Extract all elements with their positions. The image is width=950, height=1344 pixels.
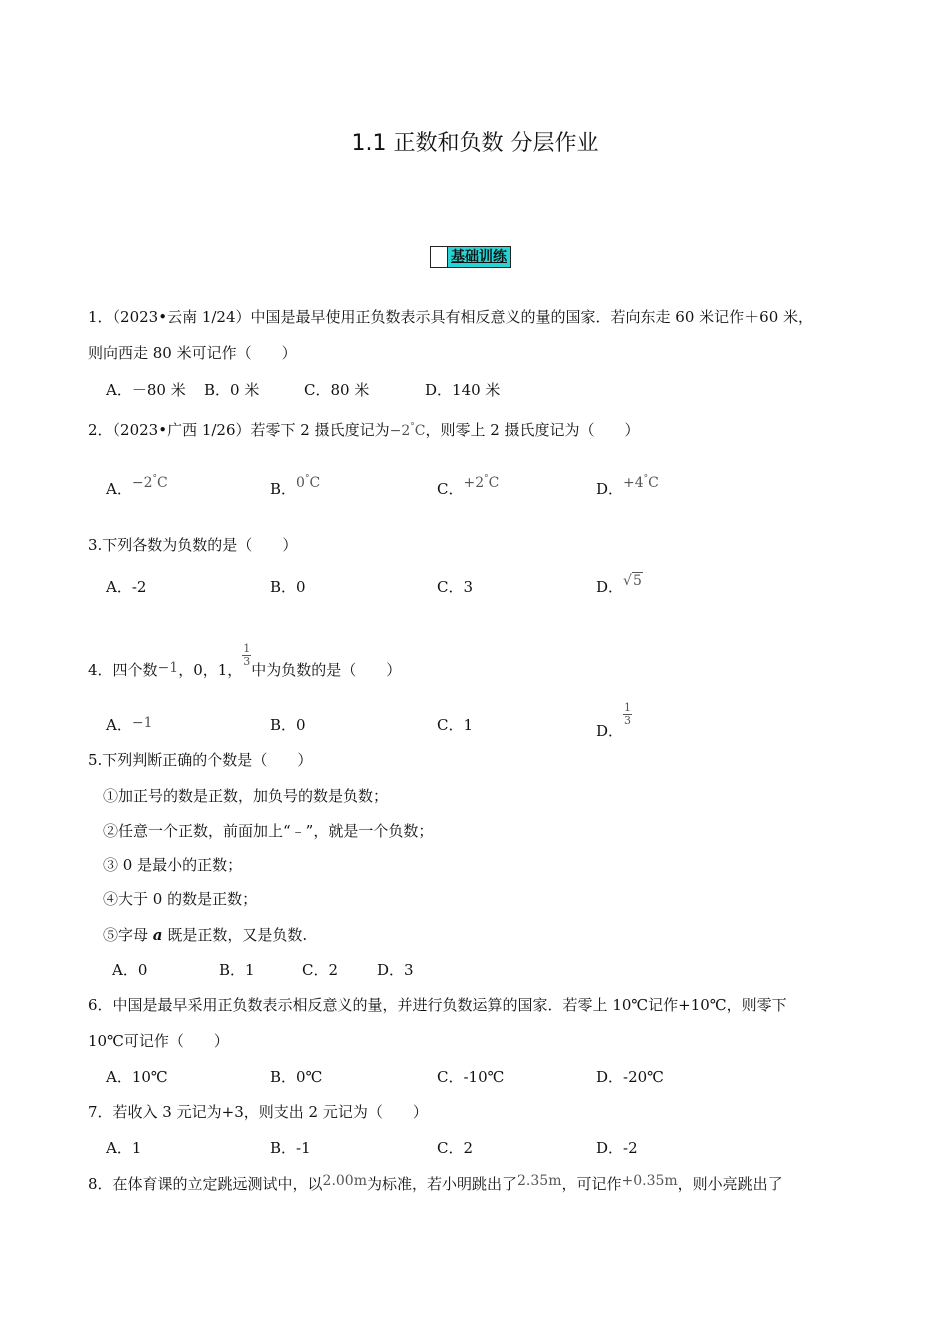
q5-statement-5: ⑤字母 a 既是正数，又是负数. xyxy=(103,926,308,944)
section-heading xyxy=(430,246,511,268)
q7-option-b: B．-1 xyxy=(270,1139,311,1157)
q7-option-c: C．2 xyxy=(437,1139,474,1157)
q1-option-c: C．80 米 xyxy=(304,381,370,399)
q5-statement-1: ①加正号的数是正数，加负号的数是负数； xyxy=(103,787,389,805)
q2-inline-math: −2°C xyxy=(389,422,426,439)
section-label: 基础训练 xyxy=(448,247,510,267)
q6-option-d: D．-20℃ xyxy=(596,1068,664,1086)
page-title: 1.1 正数和负数 分层作业 xyxy=(351,131,599,156)
q8-recorded-value: +0.35m xyxy=(621,1173,678,1189)
section-marker xyxy=(431,247,448,267)
q4-option-d: D． $\frac{1}{3}$ xyxy=(596,701,632,740)
q5-option-c: C．2 xyxy=(302,961,339,979)
q5-option-b: B．1 xyxy=(219,961,255,979)
sqrt-expression: √5 xyxy=(623,573,642,589)
q5-statement-3: ③ 0 是最小的正数； xyxy=(103,856,243,874)
q1-option-a: A．－80 米 xyxy=(106,381,186,399)
q7-option-d: D．-2 xyxy=(596,1139,638,1157)
q5-statement-4: ④大于 0 的数是正数； xyxy=(103,890,258,908)
q1-stem-line1: 1．（2023•云南 1/24）中国是最早使用正负数表示具有相反意义的量的国家．若向东走 60 米记作＋60 米， xyxy=(88,308,813,326)
q4-neg-one: −1 xyxy=(157,660,179,676)
q6-stem-line1: 6．中国是最早采用正负数表示相反意义的量，并进行负数运算的国家．若零上 10℃记作+10℃，则零下 xyxy=(88,996,787,1014)
q2-option-b: B．0°C xyxy=(270,474,321,498)
q1-option-d: D．140 米 xyxy=(425,381,501,399)
q6-option-c: C．-10℃ xyxy=(437,1068,505,1086)
q3-option-d: D．√5 xyxy=(596,573,642,596)
q2-stem xyxy=(88,419,640,440)
q6-option-b: B．0℃ xyxy=(270,1068,323,1086)
q5-statement-2: ②任意一个正数，前面加上“﹣”，就是一个负数； xyxy=(103,822,434,840)
q3-option-b: B．0 xyxy=(270,578,306,596)
q4-fraction: $\frac{1}{3}$ xyxy=(243,642,251,668)
q4-option-c: C．1 xyxy=(437,716,474,734)
q4-option-b: B．0 xyxy=(270,716,306,734)
q1-option-b: B．0 米 xyxy=(204,381,260,399)
q4-option-a: A．−1 xyxy=(106,715,153,734)
q7-option-a: A．1 xyxy=(106,1139,142,1157)
q5-option-a: A．0 xyxy=(112,961,148,979)
q2-option-c: C．+2°C xyxy=(437,474,500,498)
q5-stem: 5.下列判断正确的个数是（ ） xyxy=(88,751,313,769)
q4-option-d-fraction: $\frac{1}{3}$ xyxy=(624,701,632,727)
q3-option-a: A．-2 xyxy=(106,578,147,596)
q6-stem-line2: 10℃可记作（ ） xyxy=(88,1032,229,1050)
q3-stem: 3.下列各数为负数的是（ ） xyxy=(88,536,298,554)
q8-stem: 8．在体育课的立定跳远测试中，以2.00m为标准，若小明跳出了2.35m，可记作+0.35m，则小亮跳出了 xyxy=(88,1173,783,1193)
q7-stem: 7．若收入 3 元记为+3，则支出 2 元记为（ ） xyxy=(88,1103,428,1121)
q5-option-d: D．3 xyxy=(377,961,414,979)
q2-stem-text: 2．（2023•广西 1/26）若零下 2 摄氏度记为 xyxy=(88,421,390,439)
q3-option-c: C．3 xyxy=(437,578,474,596)
q8-standard: 2.00m xyxy=(322,1173,367,1189)
q1-stem-line2: 则向西走 80 米可记作（ ） xyxy=(88,344,297,362)
q6-option-a: A．10℃ xyxy=(106,1068,168,1086)
q4-stem: 4．四个数−1，0，1， $\frac{1}{3}$ 中为负数的是（ ） xyxy=(88,642,402,679)
q2-stem-tail: ，则零上 2 摄氏度记为（ ） xyxy=(425,421,640,439)
q2-option-d: D．+4°C xyxy=(596,474,659,498)
q2-option-a: A．−2°C xyxy=(106,474,168,498)
q8-xiaoming-distance: 2.35m xyxy=(517,1173,562,1189)
